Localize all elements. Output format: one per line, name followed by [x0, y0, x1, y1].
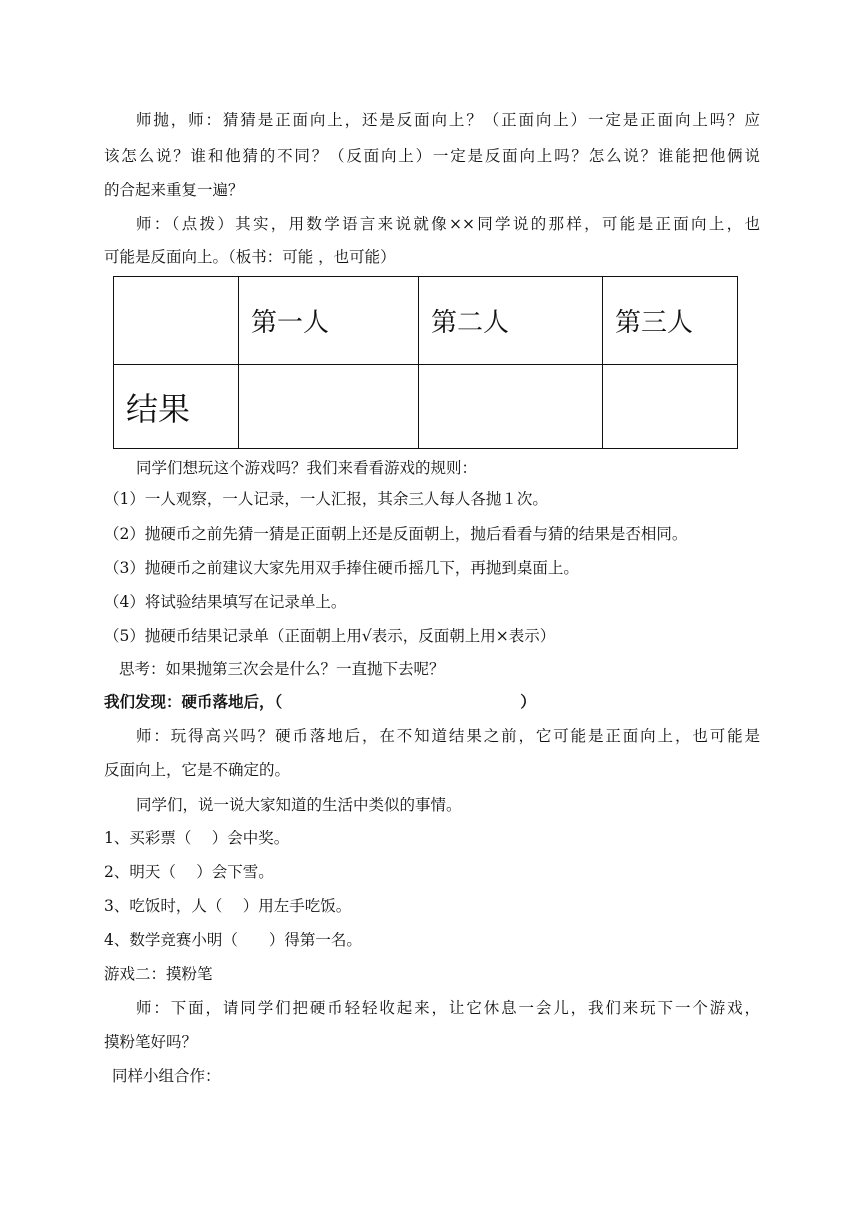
discovery-label: 我们发现：硬币落地后，（ — [104, 692, 283, 711]
coin-result-table — [113, 276, 738, 449]
life-item: 1、买彩票（ ）会中奖。 — [104, 829, 290, 847]
paragraph-line: 师：下面，请同学们把硬币轻轻收起来，让它休息一会儿，我们来玩下一个游戏， — [136, 999, 760, 1017]
rule-item: （2）抛硬币之前先猜一猜是正面朝上还是反面朝上，抛后看看与猜的结果是否相同。 — [104, 525, 688, 543]
discovery-close: ） — [520, 692, 536, 711]
paragraph-line: 该怎么说？谁和他猜的不同？（反面向上）一定是反面向上吗？怎么说？谁能把他俩说 — [104, 147, 760, 165]
discovery-line — [104, 693, 760, 711]
row-label-result: 结果 — [114, 365, 239, 449]
rule-item: （1）一人观察，一人记录，一人汇报，其余三人每人各抛１次。 — [104, 490, 548, 508]
rule-item: （4）将试验结果填写在记录单上。 — [104, 593, 347, 611]
table-cell — [419, 365, 603, 449]
paragraph-line: 可能是反面向上。（板书：可能 ，也可能） — [104, 248, 396, 266]
table-cell — [239, 365, 419, 449]
life-item: 2、明天（ ）会下雪。 — [104, 863, 274, 881]
rule-item: （3）抛硬币之前建议大家先用双手捧住硬币摇几下，再抛到桌面上。 — [104, 559, 579, 577]
life-item: 4、数学竞赛小明（ ）得第一名。 — [104, 931, 362, 949]
think-question: 思考：如果抛第三次会是什么？一直抛下去呢？ — [119, 660, 445, 678]
paragraph-line: 师抛，师：猜猜是正面向上，还是反面向上？（正面向上）一定是正面向上吗？应 — [136, 111, 760, 129]
table-header-cell: 第一人 — [239, 277, 419, 365]
table-cell — [603, 365, 738, 449]
group-work-line: 同样小组合作： — [112, 1067, 221, 1085]
rule-item: （5）抛硬币结果记录单（正面朝上用√表示，反面朝上用×表示） — [104, 627, 556, 645]
life-item: 3、吃饭时，人（ ）用左手吃饭。 — [104, 897, 352, 915]
paragraph-line: 反面向上，它是不确定的。 — [104, 761, 291, 779]
table-header-cell: 第二人 — [419, 277, 603, 365]
table-header-row — [114, 277, 738, 365]
paragraph-line: 摸粉笔好吗？ — [104, 1033, 198, 1051]
paragraph-line: 师：（点拨）其实，用数学语言来说就像××同学说的那样，可能是正面向上，也 — [136, 215, 760, 233]
rules-intro: 同学们想玩这个游戏吗？我们来看看游戏的规则： — [136, 459, 478, 477]
table-row — [114, 365, 738, 449]
table-header-cell: 第三人 — [603, 277, 738, 365]
paragraph-line: 的合起来重复一遍？ — [104, 181, 244, 199]
paragraph-line: 师：玩得高兴吗？硬币落地后，在不知道结果之前，它可能是正面向上，也可能是 — [136, 727, 760, 745]
game2-title: 游戏二：摸粉笔 — [104, 965, 213, 983]
table-header-cell — [114, 277, 239, 365]
life-intro: 同学们，说一说大家知道的生活中类似的事情。 — [136, 796, 462, 814]
